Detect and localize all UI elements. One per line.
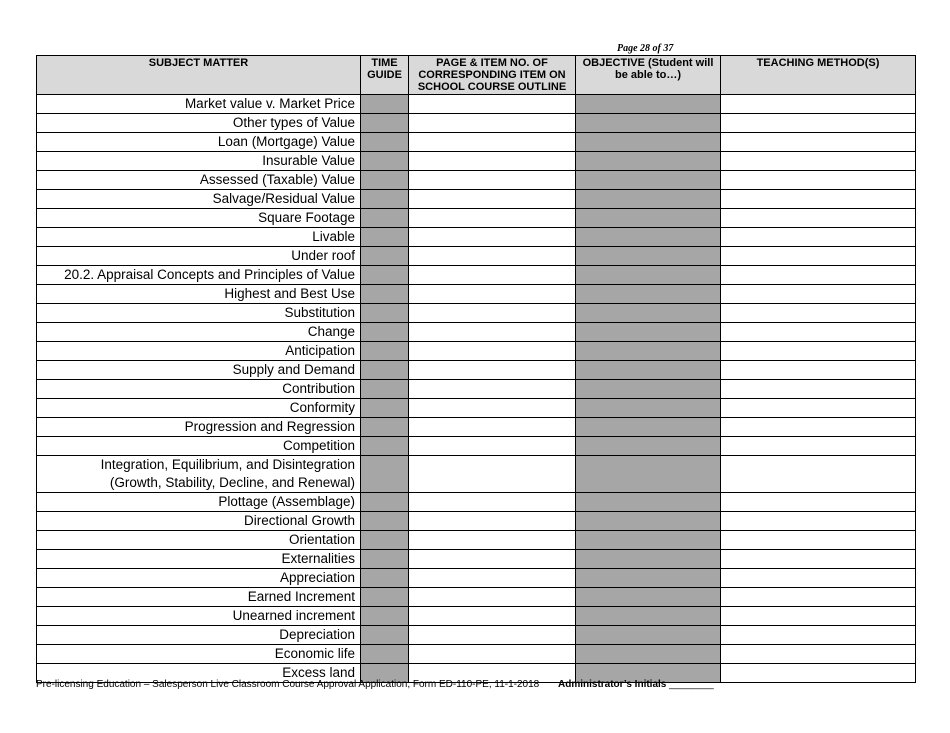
objective-cell: [576, 645, 721, 664]
subject-matter-cell: [37, 209, 361, 228]
subject-matter-cell: [37, 171, 361, 190]
table-row: [37, 399, 916, 418]
objective-cell: [576, 588, 721, 607]
teaching-method-cell[interactable]: [721, 664, 916, 683]
subject-matter-text: Conformity: [289, 400, 355, 415]
subject-matter-text: Appreciation: [279, 570, 355, 585]
page-item-cell[interactable]: [409, 304, 576, 323]
table-row: [37, 152, 916, 171]
subject-matter-text: Externalities: [281, 551, 355, 566]
objective-cell: [576, 171, 721, 190]
table-row: [37, 285, 916, 304]
objective-cell: [576, 190, 721, 209]
time-guide-cell: [361, 626, 409, 645]
teaching-method-cell[interactable]: [721, 304, 916, 323]
page-number: Page 28 of 37: [617, 43, 674, 54]
page-item-cell[interactable]: [409, 190, 576, 209]
subject-matter-text: 20.2. Appraisal Concepts and Principles of Value: [64, 267, 355, 282]
table-row: [37, 190, 916, 209]
time-guide-cell: [361, 569, 409, 588]
teaching-method-cell[interactable]: [721, 285, 916, 304]
teaching-method-cell[interactable]: [721, 171, 916, 190]
time-guide-cell: [361, 342, 409, 361]
time-guide-cell: [361, 190, 409, 209]
subject-matter-cell: [37, 323, 361, 342]
page-item-cell[interactable]: [409, 171, 576, 190]
time-guide-cell: [361, 456, 409, 493]
time-guide-cell: [361, 645, 409, 664]
table-row: [37, 247, 916, 266]
table-row: [37, 512, 916, 531]
course-outline-table: [36, 55, 916, 683]
page-item-cell[interactable]: [409, 437, 576, 456]
objective-cell: [576, 399, 721, 418]
subject-matter-text: Market value v. Market Price: [184, 96, 355, 111]
objective-cell: [576, 285, 721, 304]
header-row: [37, 56, 916, 95]
subject-matter-cell: [37, 588, 361, 607]
subject-matter-text: Orientation: [288, 532, 355, 547]
table-row: [37, 323, 916, 342]
time-guide-cell: [361, 209, 409, 228]
teaching-method-cell[interactable]: [721, 133, 916, 152]
time-guide-cell: [361, 228, 409, 247]
subject-matter-cell: [37, 342, 361, 361]
objective-cell: [576, 418, 721, 437]
teaching-method-cell[interactable]: [721, 588, 916, 607]
time-guide-cell: [361, 361, 409, 380]
teaching-method-cell[interactable]: [721, 266, 916, 285]
objective-cell: [576, 342, 721, 361]
teaching-method-cell[interactable]: [721, 399, 916, 418]
page-item-cell[interactable]: [409, 493, 576, 512]
subject-matter-text: Supply and Demand: [232, 362, 355, 377]
subject-matter-cell: [37, 285, 361, 304]
subject-matter-text: Salvage/Residual Value: [212, 191, 355, 206]
teaching-method-cell[interactable]: [721, 323, 916, 342]
subject-matter-text: Under roof: [291, 248, 355, 263]
time-guide-cell: [361, 512, 409, 531]
teaching-method-cell[interactable]: [721, 342, 916, 361]
subject-matter-cell: [37, 399, 361, 418]
page-item-cell[interactable]: [409, 399, 576, 418]
objective-cell: [576, 437, 721, 456]
page-item-cell[interactable]: [409, 133, 576, 152]
objective-header: OBJECTIVE (Student will be able to…): [576, 56, 721, 95]
time-guide-cell: [361, 399, 409, 418]
time-guide-cell: [361, 285, 409, 304]
subject-matter-text: Square Footage: [258, 210, 355, 225]
subject-matter-text: Assessed (Taxable) Value: [199, 172, 355, 187]
subject-matter-text: Progression and Regression: [184, 419, 355, 434]
objective-cell: [576, 361, 721, 380]
objective-cell: [576, 304, 721, 323]
teaching-method-header: TEACHING METHOD(S): [721, 56, 916, 95]
table-row: [37, 418, 916, 437]
page-item-cell[interactable]: [409, 285, 576, 304]
subject-matter-text: Anticipation: [285, 343, 355, 358]
table-row: [37, 342, 916, 361]
teaching-method-cell[interactable]: [721, 512, 916, 531]
table-row: [37, 228, 916, 247]
subject-matter-cell: [37, 550, 361, 569]
footer: [36, 679, 714, 690]
time-guide-cell: [361, 418, 409, 437]
objective-cell: [576, 95, 721, 114]
time-guide-cell: [361, 133, 409, 152]
table-row: [37, 304, 916, 323]
form-identifier: Pre-licensing Education – Salesperson Live Classroom Course Approval Application, Form ED-110-PE, 11-1-2018: [36, 679, 540, 690]
time-guide-cell: [361, 380, 409, 399]
page-item-cell[interactable]: [409, 588, 576, 607]
time-guide-cell: [361, 152, 409, 171]
subject-matter-text: Highest and Best Use: [224, 286, 355, 301]
objective-cell: [576, 493, 721, 512]
time-guide-cell: [361, 437, 409, 456]
objective-cell: [576, 380, 721, 399]
objective-cell: [576, 531, 721, 550]
subject-matter-cell: [37, 626, 361, 645]
subject-matter-header: SUBJECT MATTER: [37, 56, 361, 95]
subject-matter-text: Competition: [282, 438, 355, 453]
objective-cell: [576, 133, 721, 152]
subject-matter-text: Depreciation: [279, 627, 355, 642]
subject-matter-cell: [37, 228, 361, 247]
page-item-cell[interactable]: [409, 569, 576, 588]
page-item-cell[interactable]: [409, 152, 576, 171]
subject-matter-cell: [37, 190, 361, 209]
time-guide-cell: [361, 95, 409, 114]
page-item-cell[interactable]: [409, 456, 576, 493]
objective-cell: [576, 607, 721, 626]
page-item-cell[interactable]: [409, 209, 576, 228]
subject-matter-text: Unearned increment: [232, 608, 355, 623]
objective-cell: [576, 569, 721, 588]
table-row: [37, 380, 916, 399]
teaching-method-cell[interactable]: [721, 95, 916, 114]
teaching-method-cell[interactable]: [721, 114, 916, 133]
table-row: [37, 550, 916, 569]
time-guide-cell: [361, 607, 409, 626]
page-item-cell[interactable]: [409, 380, 576, 399]
page-item-cell[interactable]: [409, 247, 576, 266]
table-row: [37, 569, 916, 588]
subject-matter-cell: [37, 645, 361, 664]
subject-matter-text: Insurable Value: [262, 153, 355, 168]
teaching-method-cell[interactable]: [721, 437, 916, 456]
table-row: [37, 95, 916, 114]
table-row: [37, 114, 916, 133]
subject-matter-cell: [37, 133, 361, 152]
time-guide-cell: [361, 531, 409, 550]
subject-matter-cell: [37, 152, 361, 171]
objective-cell: [576, 228, 721, 247]
page-item-cell[interactable]: [409, 626, 576, 645]
page-item-cell[interactable]: [409, 361, 576, 380]
page-item-cell[interactable]: [409, 512, 576, 531]
teaching-method-cell[interactable]: [721, 626, 916, 645]
page-item-cell[interactable]: [409, 418, 576, 437]
subject-matter-text: Contribution: [282, 381, 355, 396]
teaching-method-cell[interactable]: [721, 209, 916, 228]
teaching-method-cell[interactable]: [721, 531, 916, 550]
page-item-header: PAGE & ITEM NO. OF CORRESPONDING ITEM ON SCHOOL COURSE OUTLINE: [409, 56, 576, 95]
page-item-cell[interactable]: [409, 342, 576, 361]
table-row: [37, 531, 916, 550]
time-guide-cell: [361, 171, 409, 190]
page-item-cell[interactable]: [409, 323, 576, 342]
objective-cell: [576, 266, 721, 285]
time-guide-cell: [361, 550, 409, 569]
table-row: [37, 171, 916, 190]
objective-cell: [576, 209, 721, 228]
subject-matter-cell: [37, 437, 361, 456]
objective-cell: [576, 152, 721, 171]
teaching-method-cell[interactable]: [721, 380, 916, 399]
teaching-method-cell[interactable]: [721, 493, 916, 512]
subject-matter-cell: [37, 493, 361, 512]
subject-matter-text: Loan (Mortgage) Value: [217, 134, 355, 149]
subject-matter-cell: [37, 512, 361, 531]
table-row: [37, 437, 916, 456]
table-row: [37, 361, 916, 380]
page-item-cell[interactable]: [409, 607, 576, 626]
objective-cell: [576, 550, 721, 569]
subject-matter-text: Earned Increment: [247, 589, 355, 604]
time-guide-cell: [361, 266, 409, 285]
subject-matter-cell: [37, 456, 361, 493]
page-item-cell[interactable]: [409, 645, 576, 664]
time-guide-cell: [361, 493, 409, 512]
administrator-initials-label: Administrator’s Initials: [558, 679, 667, 690]
subject-matter-text: Economic life: [274, 646, 355, 661]
subject-matter-text: Substitution: [284, 305, 355, 320]
subject-matter-cell: [37, 95, 361, 114]
time-guide-cell: [361, 588, 409, 607]
subject-matter-text: Integration, Equilibrium, and Disintegration: [100, 457, 355, 472]
subject-matter-cell: [37, 531, 361, 550]
page-item-cell[interactable]: [409, 95, 576, 114]
subject-matter-cell: [37, 361, 361, 380]
page-item-cell[interactable]: [409, 266, 576, 285]
subject-matter-text: Plottage (Assemblage): [218, 494, 355, 509]
subject-matter-text: (Growth, Stability, Decline, and Renewal): [109, 475, 355, 490]
teaching-method-cell[interactable]: [721, 456, 916, 493]
teaching-method-cell[interactable]: [721, 152, 916, 171]
subject-matter-text: Excess land: [282, 665, 355, 680]
subject-matter-cell: [37, 114, 361, 133]
teaching-method-cell[interactable]: [721, 228, 916, 247]
time-guide-cell: [361, 114, 409, 133]
objective-cell: [576, 512, 721, 531]
administrator-initials-blank[interactable]: ________: [669, 679, 714, 690]
page-item-cell[interactable]: [409, 228, 576, 247]
subject-matter-cell: [37, 266, 361, 285]
page-item-cell[interactable]: [409, 550, 576, 569]
table-row: [37, 588, 916, 607]
subject-matter-cell: [37, 380, 361, 399]
teaching-method-cell[interactable]: [721, 247, 916, 266]
subject-matter-text: Directional Growth: [243, 513, 355, 528]
table-row: [37, 456, 916, 493]
objective-cell: [576, 626, 721, 645]
subject-matter-cell: [37, 607, 361, 626]
teaching-method-cell[interactable]: [721, 550, 916, 569]
subject-matter-cell: [37, 569, 361, 588]
teaching-method-cell[interactable]: [721, 645, 916, 664]
time-guide-header: TIME GUIDE: [361, 56, 409, 95]
time-guide-cell: [361, 323, 409, 342]
table-row: [37, 209, 916, 228]
table-row: [37, 607, 916, 626]
table-row: [37, 626, 916, 645]
objective-cell: [576, 456, 721, 493]
time-guide-cell: [361, 304, 409, 323]
teaching-method-cell[interactable]: [721, 569, 916, 588]
teaching-method-cell[interactable]: [721, 607, 916, 626]
objective-cell: [576, 323, 721, 342]
teaching-method-cell[interactable]: [721, 190, 916, 209]
objective-cell: [576, 247, 721, 266]
subject-matter-text: Livable: [312, 229, 355, 244]
objective-cell: [576, 114, 721, 133]
teaching-method-cell[interactable]: [721, 361, 916, 380]
table-row: [37, 493, 916, 512]
subject-matter-text: Change: [307, 324, 355, 339]
page-item-cell[interactable]: [409, 114, 576, 133]
subject-matter-cell: [37, 304, 361, 323]
teaching-method-cell[interactable]: [721, 418, 916, 437]
table-row: [37, 645, 916, 664]
subject-matter-cell: [37, 247, 361, 266]
table-row: [37, 133, 916, 152]
subject-matter-cell: [37, 418, 361, 437]
subject-matter-text: Other types of Value: [232, 115, 355, 130]
page-item-cell[interactable]: [409, 531, 576, 550]
time-guide-cell: [361, 247, 409, 266]
table-row: [37, 266, 916, 285]
